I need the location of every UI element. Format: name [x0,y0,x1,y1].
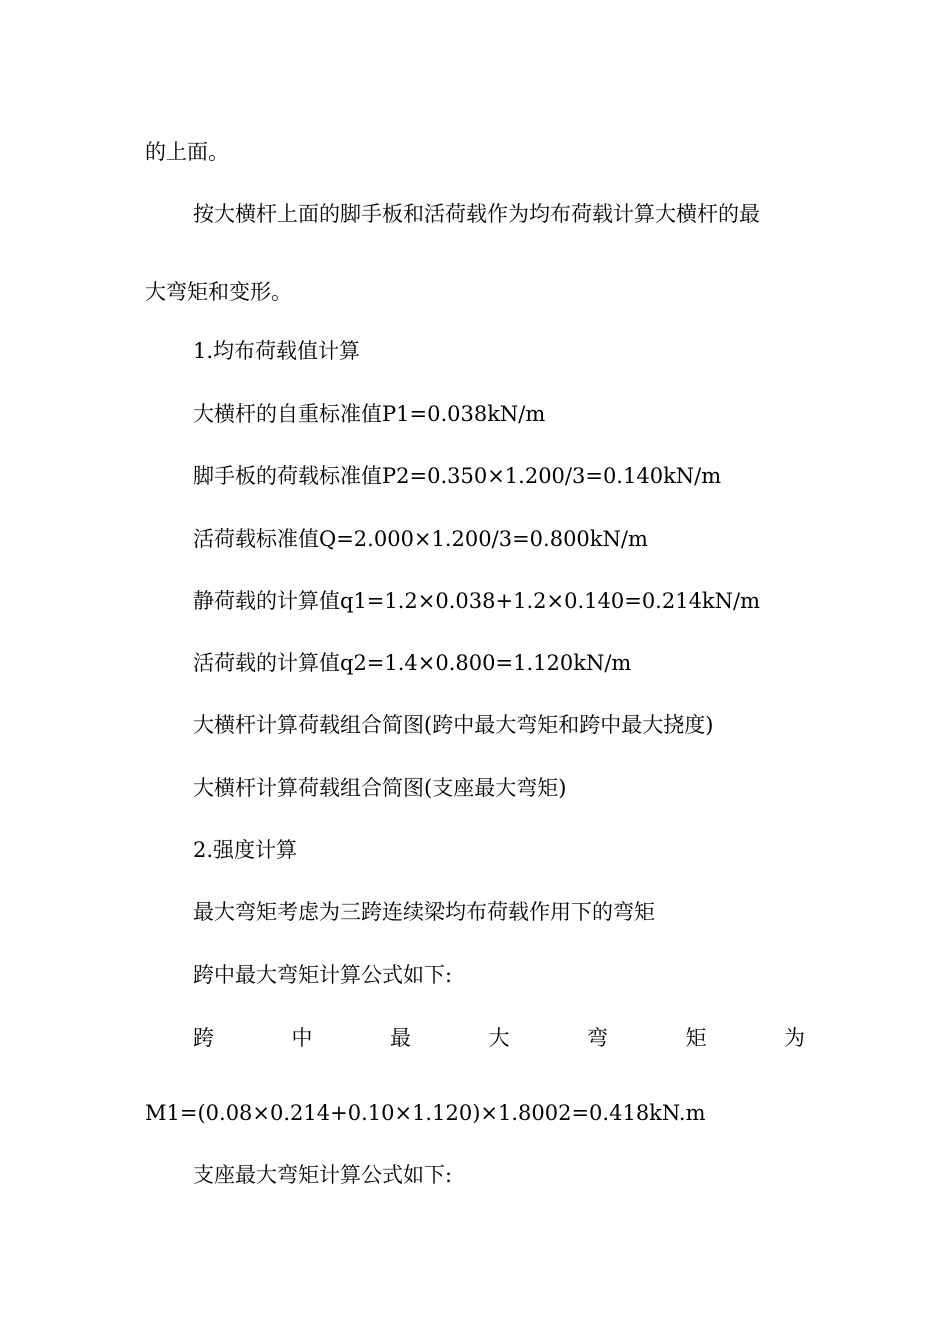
justified-char: 中 [291,1026,313,1050]
text-line: 最大弯矩考虑为三跨连续梁均布荷载作用下的弯矩 [193,900,655,924]
section-heading: 2.强度计算 [193,838,298,862]
section-heading: 1.均布荷载值计算 [193,339,361,363]
text-line: 大横杆计算荷载组合简图(支座最大弯矩) [193,776,567,800]
justified-line [193,1026,805,1050]
text-line: 大弯矩和变形。 [145,280,292,304]
paragraph-line: 按大横杆上面的脚手板和活荷载作为均布荷载计算大横杆的最 [193,202,760,226]
text-line: 的上面。 [145,140,229,164]
text-line: 支座最大弯矩计算公式如下: [193,1163,453,1187]
justified-char: 为 [784,1026,805,1050]
text-line: 脚手板的荷载标准值P2=0.350×1.200/3=0.140kN/m [193,464,722,488]
text-line: 活荷载标准值Q=2.000×1.200/3=0.800kN/m [193,527,648,551]
text-line: 跨中最大弯矩计算公式如下: [193,963,453,987]
text-line: 大横杆的自重标准值P1=0.038kN/m [193,402,546,426]
justified-char: 最 [390,1026,411,1050]
justified-char: 矩 [685,1026,707,1050]
justified-char: 大 [488,1026,510,1050]
justified-char: 跨 [193,1026,214,1050]
text-line: 静荷载的计算值q1=1.2×0.038+1.2×0.140=0.214kN/m [193,589,761,613]
justified-char: 弯 [587,1026,608,1050]
formula-line: M1=(0.08×0.214+0.10×1.120)×1.8002=0.418kN.m [145,1101,706,1125]
text-line: 活荷载的计算值q2=1.4×0.800=1.120kN/m [193,651,632,675]
text-line: 大横杆计算荷载组合简图(跨中最大弯矩和跨中最大挠度) [193,713,714,737]
